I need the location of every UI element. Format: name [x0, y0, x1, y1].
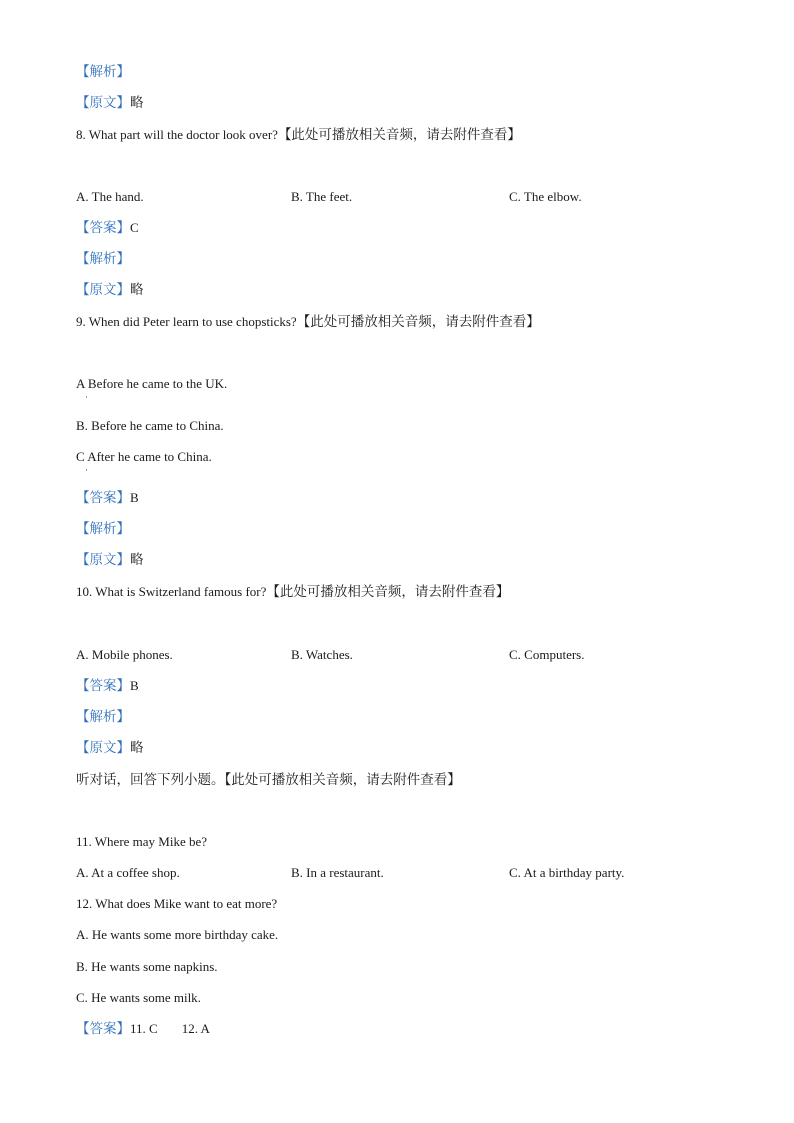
original-text-row — [76, 552, 144, 568]
question-8-text: 8. What part will the doctor look over? — [76, 127, 278, 142]
q11-option-c: C. At a birthday party. — [509, 865, 625, 880]
analysis-tag: 【解析】 — [76, 521, 130, 537]
analysis-tag: 【解析】 — [76, 709, 130, 725]
q9-option-a: A Before he came to the UK. — [76, 376, 228, 391]
q10-option-b: B. Watches. — [291, 647, 353, 662]
question-10-text: 10. What is Switzerland famous for? — [76, 584, 267, 599]
original-tag: 【原文】 — [76, 95, 130, 111]
dialogue-audio-note: 【此处可播放相关音频，请去附件查看】 — [224, 772, 461, 788]
question-11: 11. Where may Mike be? — [76, 834, 208, 849]
original-text-row — [76, 95, 144, 111]
q8-option-a: A. The hand. — [76, 189, 144, 204]
question-8 — [76, 127, 521, 143]
original-text-row — [76, 282, 144, 298]
answer-tag: 【答案】 — [76, 490, 130, 506]
original-tag: 【原文】 — [76, 552, 130, 568]
question-9-text: 9. When did Peter learn to use chopsticks? — [76, 314, 297, 329]
q12-option-c: C. He wants some milk. — [76, 990, 201, 1005]
q10-answer-row — [76, 678, 139, 694]
question-10 — [76, 584, 509, 600]
original-value: 略 — [130, 282, 144, 298]
q9-option-b: B. Before he came to China. — [76, 418, 224, 433]
answer-tag: 【答案】 — [76, 220, 130, 236]
dialogue-instruction — [76, 772, 461, 788]
stray-dot: · — [85, 392, 88, 402]
q12-answer-value: 12. A — [181, 1021, 210, 1036]
q9-option-c: C After he came to China. — [76, 449, 212, 464]
q8-answer-value: C — [130, 220, 139, 235]
q8-answer-row — [76, 220, 139, 236]
question-10-audio-note: 【此处可播放相关音频，请去附件查看】 — [266, 584, 510, 600]
stray-dot: · — [85, 465, 88, 475]
original-value: 略 — [130, 740, 144, 756]
q9-answer-row — [76, 490, 139, 506]
q10-option-c: C. Computers. — [509, 647, 585, 662]
q11-option-b: B. In a restaurant. — [291, 865, 384, 880]
answer-tag: 【答案】 — [76, 678, 130, 694]
question-12: 12. What does Mike want to eat more? — [76, 896, 278, 911]
q8-option-c: C. The elbow. — [509, 189, 582, 204]
q11-12-answer-row — [76, 1021, 210, 1037]
q11-answer-value: 11. C — [130, 1021, 158, 1036]
original-tag: 【原文】 — [76, 740, 130, 756]
q10-answer-value: B — [130, 678, 139, 693]
analysis-tag: 【解析】 — [76, 64, 130, 80]
answer-tag: 【答案】 — [76, 1021, 130, 1037]
q8-option-b: B. The feet. — [291, 189, 353, 204]
original-value: 略 — [130, 552, 144, 568]
q9-answer-value: B — [130, 490, 139, 505]
q12-option-b: B. He wants some napkins. — [76, 959, 218, 974]
original-text-row — [76, 740, 144, 756]
q12-option-a: A. He wants some more birthday cake. — [76, 927, 279, 942]
original-value: 略 — [130, 95, 144, 111]
q11-option-a: A. At a coffee shop. — [76, 865, 180, 880]
question-8-audio-note: 【此处可播放相关音频，请去附件查看】 — [277, 127, 521, 143]
original-tag: 【原文】 — [76, 282, 130, 298]
q10-option-a: A. Mobile phones. — [76, 647, 173, 662]
dialogue-instruction-text: 听对话，回答下列小题。 — [76, 772, 225, 788]
question-9-audio-note: 【此处可播放相关音频，请去附件查看】 — [296, 314, 540, 330]
question-9 — [76, 314, 540, 330]
analysis-tag: 【解析】 — [76, 251, 130, 267]
